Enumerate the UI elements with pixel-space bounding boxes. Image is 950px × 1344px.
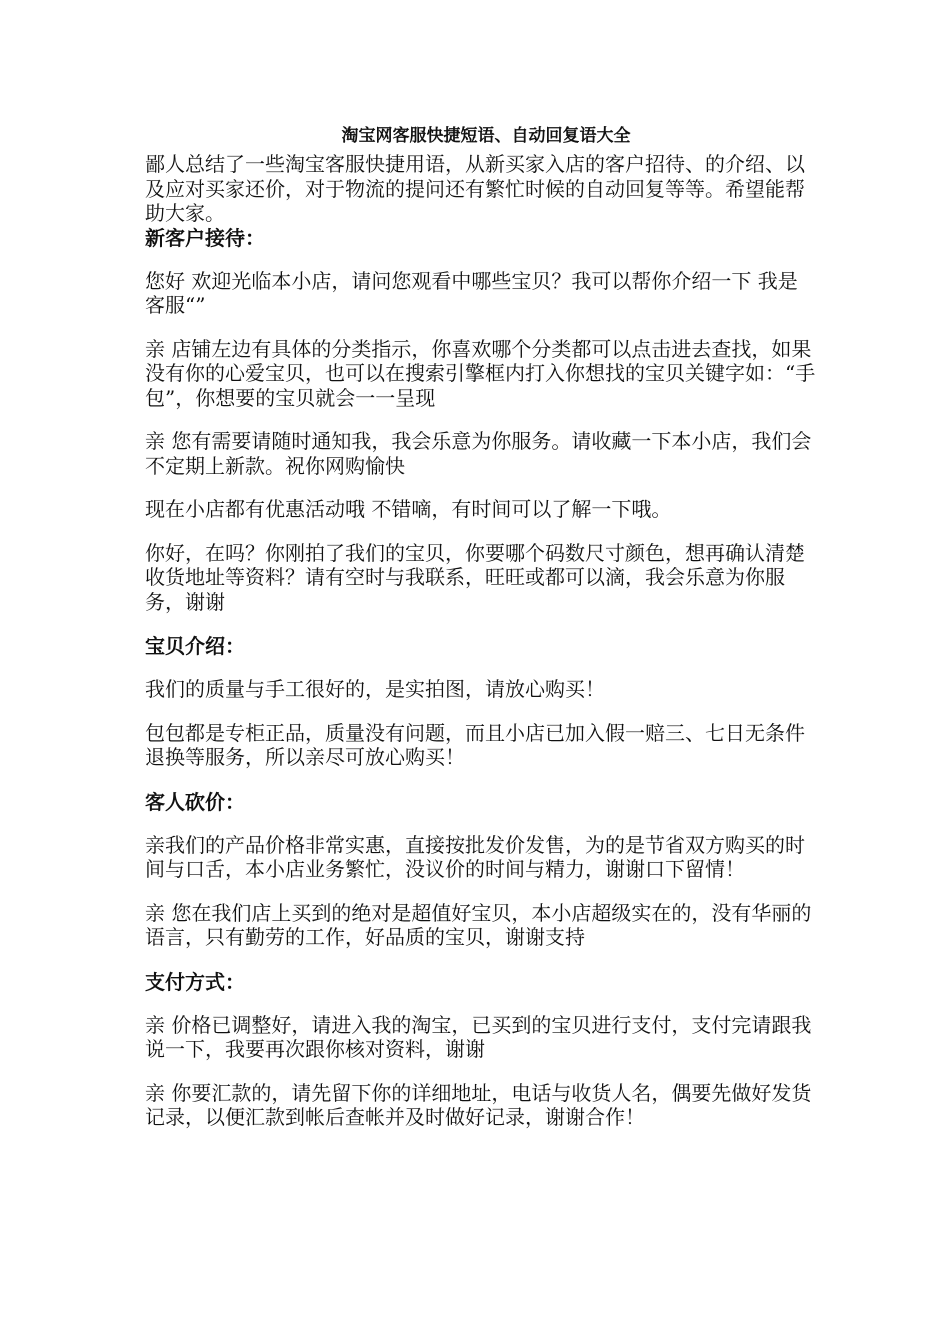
paragraph: 包包都是专柜正品，质量没有问题，而且小店已加入假一赔三、七日无条件退换等服务，所以亲尽可放心购买！ <box>145 720 805 769</box>
paragraph: 亲 价格已调整好，请进入我的淘宝，已买到的宝贝进行支付，支付完请跟我说一下，我要再次跟你核对资料，谢谢 <box>145 1012 812 1061</box>
paragraph: 亲 店铺左边有具体的分类指示，你喜欢哪个分类都可以点击进去查找，如果没有你的心爱宝贝，也可以在搜索引擎框内打入你想找的宝贝关键字如：“手包”，你想要的宝贝就会一一呈现 <box>145 336 816 410</box>
paragraph: 我们的质量与手工很好的，是实拍图，请放心购买！ <box>145 677 605 701</box>
paragraph: 亲 你要汇款的，请先留下你的详细地址，电话与收货人名，偶要先做好发货记录，以便汇款到帐后查帐并及时做好记录，谢谢合作！ <box>145 1080 812 1129</box>
document-page <box>145 122 817 1130</box>
section-heading-payment: 支付方式： <box>145 969 245 994</box>
paragraph: 亲 您有需要请随时通知我，我会乐意为你服务。请收藏一下本小店，我们会不定期上新款。祝你网购愉快 <box>145 429 812 478</box>
document-title: 淘宝网客服快捷短语、自动回复语大全 <box>341 126 631 146</box>
paragraph: 您好 欢迎光临本小店，请问您观看中哪些宝贝？我可以帮你介绍一下 我是客服“” <box>145 268 798 317</box>
section-heading-new-customer: 新客户接待： <box>145 225 265 250</box>
paragraph: 亲我们的产品价格非常实惠，直接按批发价发售，为的是节省双方购买的时间与口舌，本小店业务繁忙，没议价的时间与精力，谢谢口下留情！ <box>145 832 805 881</box>
section-heading-product-intro: 宝贝介绍： <box>145 634 245 658</box>
paragraph: 亲 您在我们店上买到的绝对是超值好宝贝，本小店超级实在的，没有华丽的语言，只有勤劳的工作，好品质的宝贝，谢谢支持 <box>145 900 812 949</box>
section-heading-bargaining: 客人砍价： <box>145 789 245 814</box>
paragraph: 现在小店都有优惠活动哦 不错嘀，有时间可以了解一下哦。 <box>145 497 672 521</box>
intro-paragraph: 鄙人总结了一些淘宝客服快捷用语，从新买家入店的客户招待、的介绍、以及应对买家还价，对于物流的提问还有繁忙时候的自动回复等等。希望能帮助大家。 <box>145 152 805 225</box>
paragraph: 你好，在吗？你刚拍了我们的宝贝，你要哪个码数尺寸颜色，想再确认清楚收货地址等资料？请有空时与我联系，旺旺或都可以滴，我会乐意为你服务，谢谢 <box>145 540 805 614</box>
